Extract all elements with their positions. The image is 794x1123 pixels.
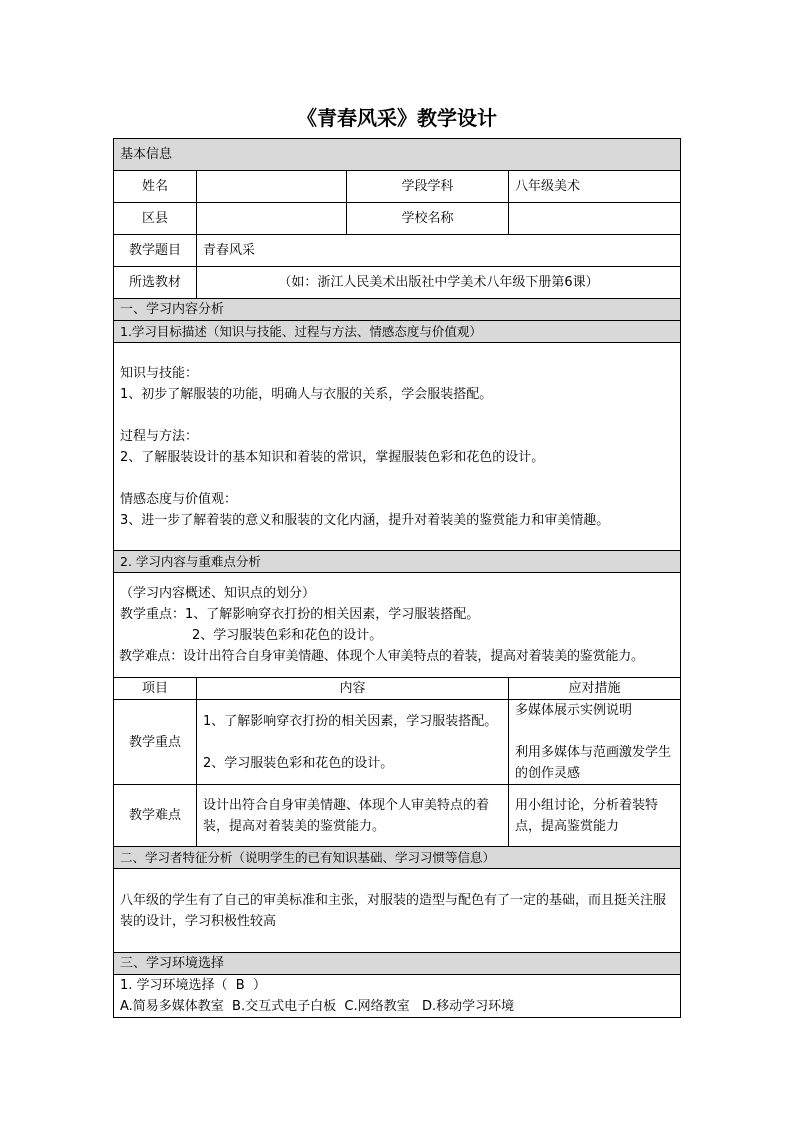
textbook-label: 所选教材 bbox=[114, 267, 197, 299]
key-content-2: 2、学习服装色彩和花色的设计。 bbox=[203, 755, 394, 771]
basic-info-header: 基本信息 bbox=[114, 139, 681, 171]
environment-choice: 1. 学习环境选择（ B ） bbox=[120, 978, 266, 993]
difficulty-measure: 用小组讨论，分析着装特点，提高鉴赏能力 bbox=[509, 785, 681, 847]
difficulty-label: 教学难点 bbox=[114, 785, 197, 847]
lesson-plan-table bbox=[113, 138, 681, 1018]
school-label: 学校名称 bbox=[347, 203, 509, 235]
district-label: 区县 bbox=[114, 203, 197, 235]
key-content-1: 1、了解影响穿衣打扮的相关因素，学习服装搭配。 bbox=[203, 713, 498, 729]
learner-analysis-text: 八年级的学生有了自己的审美标准和主张，对服装的造型与配色有了一定的基础，而且挺关注服装的设计，学习积极性较高 bbox=[114, 869, 681, 953]
knowledge-label: 知识与技能： bbox=[120, 365, 199, 381]
environment-options: A.简易多媒体教室 B.交互式电子白板 C.网络教室 D.移动学习环境 bbox=[120, 999, 515, 1014]
key-point-line-1: 教学重点：1、了解影响穿衣打扮的相关因素，学习服装搭配。 bbox=[120, 607, 480, 622]
environment-body bbox=[114, 975, 681, 1018]
topic-value: 青春风采 bbox=[197, 235, 681, 267]
difficulty-line: 教学难点：设计出符合自身审美情趣、体现个人审美特点的着装，提高对着装美的鉴赏能力。 bbox=[119, 649, 644, 664]
school-value bbox=[509, 203, 681, 235]
subject-label: 学段学科 bbox=[347, 171, 509, 203]
content-overview: （学习内容概述、知识点的划分） bbox=[120, 586, 316, 601]
col-content-header: 内容 bbox=[197, 678, 509, 700]
section2-header: 二、学习者特征分析（说明学生的已有知识基础、学习习惯等信息） bbox=[114, 847, 681, 869]
name-value bbox=[197, 171, 347, 203]
col-item-header: 项目 bbox=[114, 678, 197, 700]
content-analysis-header: 2. 学习内容与重难点分析 bbox=[114, 551, 681, 573]
content-analysis-body bbox=[114, 573, 681, 678]
section3-header: 三、学习环境选择 bbox=[114, 953, 681, 975]
key-point-label: 教学重点 bbox=[114, 700, 197, 785]
key-point-measure bbox=[509, 700, 681, 785]
key-point-line-2: 2、学习服装色彩和花色的设计。 bbox=[192, 628, 383, 643]
document-title: 《青春风采》教学设计 bbox=[297, 106, 497, 130]
key-measure-1: 多媒体展示实例说明 bbox=[515, 703, 633, 718]
emotion-label: 情感态度与价值观： bbox=[120, 491, 238, 507]
subject-value: 八年级美术 bbox=[509, 171, 681, 203]
topic-label: 教学题目 bbox=[114, 235, 197, 267]
knowledge-text: 1、初步了解服装的功能，明确人与衣服的关系，学会服装搭配。 bbox=[120, 386, 493, 402]
process-label: 过程与方法： bbox=[120, 428, 199, 444]
name-label: 姓名 bbox=[114, 171, 197, 203]
objectives-header: 1.学习目标描述（知识与技能、过程与方法、情感态度与价值观） bbox=[114, 321, 681, 343]
emotion-text: 3、进一步了解着装的意义和服装的文化内涵，提升对着装美的鉴赏能力和审美情趣。 bbox=[120, 512, 610, 528]
textbook-value: （如：浙江人民美术出版社中学美术八年级下册第6课） bbox=[197, 267, 681, 299]
key-point-content bbox=[197, 700, 509, 785]
section1-header: 一、学习内容分析 bbox=[114, 299, 681, 321]
process-text: 2、了解服装设计的基本知识和着装的常识，掌握服装色彩和花色的设计。 bbox=[120, 449, 545, 465]
objectives-body bbox=[114, 343, 681, 551]
col-measure-header: 应对措施 bbox=[509, 678, 681, 700]
difficulty-content: 设计出符合自身审美情趣、体现个人审美特点的着装，提高对着装美的鉴赏能力。 bbox=[197, 785, 509, 847]
key-measure-2: 利用多媒体与范画激发学生的创作灵感 bbox=[515, 745, 672, 781]
district-value bbox=[197, 203, 347, 235]
